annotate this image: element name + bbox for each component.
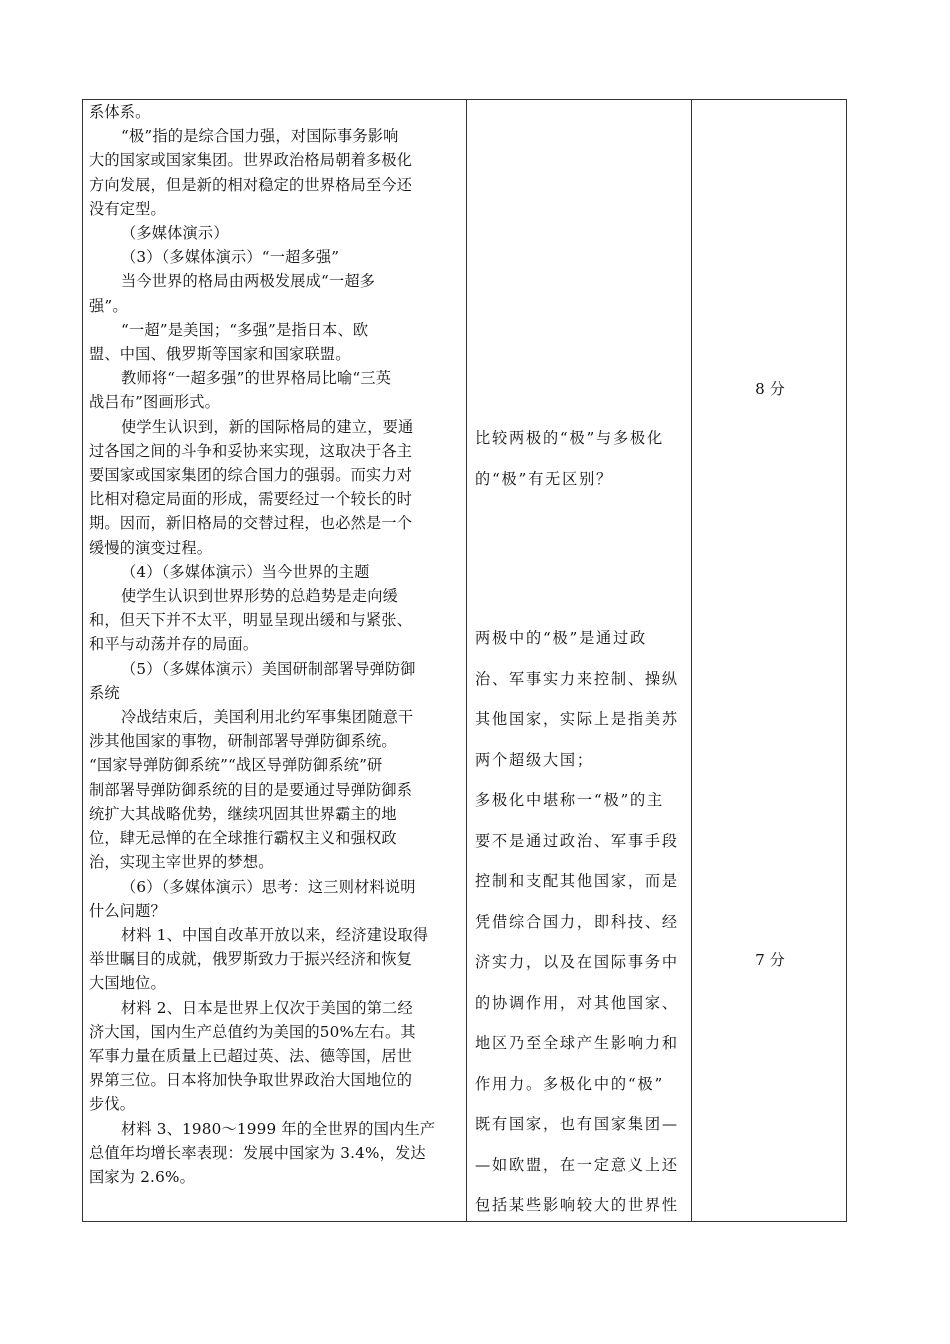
answer-line: —如欧盟，在一定意义上还 (475, 1155, 679, 1174)
content-line: 界第三位。日本将加快争取世界政治大国地位的 (89, 1071, 413, 1090)
answer-line: 要不是通过政治、军事手段 (475, 831, 679, 850)
content-line: 什么问题？ (89, 901, 166, 920)
content-line: 过各国之间的斗争和妥协来实现，这取决于各主 (89, 441, 413, 460)
content-line: （6）（多媒体演示）思考：这三则材料说明 (121, 877, 416, 896)
content-line: 当今世界的格局由两极发展成“一超多 (121, 272, 376, 291)
question-block (475, 418, 687, 499)
answer-line: 凭借综合国力，即科技、经 (475, 912, 679, 931)
content-line: 大的国家或国家集团。世界政治格局朝着多极化 (89, 151, 413, 170)
answer-line: 济实力，以及在国际事务中 (475, 953, 679, 971)
content-line: 强”。 (89, 296, 128, 315)
answer-line: 控制和支配其他国家，而是 (475, 872, 679, 890)
column-divider (466, 100, 467, 1221)
answer-line: 的协调作用，对其他国家、 (475, 993, 679, 1012)
answer-line: 包括某些影响较大的世界性 (475, 1196, 679, 1214)
answer-line: 作用力。多极化中的“极” (475, 1074, 665, 1093)
content-line: 材料 2、日本是世界上仅次于美国的第二经 (121, 998, 413, 1017)
content-line: 统扩大其战略优势，继续巩固其世界霸主的地 (89, 804, 397, 823)
answer-line: 既有国家，也有国家集团— (475, 1115, 679, 1133)
content-line: 没有定型。 (89, 199, 166, 218)
content-line: “一超”是美国；“多强”是指日本、欧 (121, 320, 369, 339)
content-line: 方向发展，但是新的相对稳定的世界格局至今还 (89, 175, 413, 194)
content-line: 比相对稳定局面的形成，需要经过一个较长的时 (89, 490, 413, 509)
content-line: 使学生认识到世界形势的总趋势是走向缓 (121, 587, 398, 606)
answer-line: 地区乃至全球产生影响力和 (475, 1034, 679, 1052)
answer-line: 多极化中堪称一“极”的主 (475, 791, 665, 809)
content-line: （多媒体演示） (121, 224, 229, 243)
content-line: 和，但天下并不太平，明显呈现出缓和与紧张、 (89, 611, 413, 630)
content-line: 治，实现主宰世界的梦想。 (89, 853, 274, 872)
content-line: 材料 1、中国自改革开放以来，经济建设取得 (121, 925, 429, 944)
column-divider (691, 100, 692, 1221)
content-line: 涉其他国家的事物，研制部署导弹防御系统。 (89, 732, 397, 751)
teaching-content-column (89, 100, 461, 1189)
content-line: 军事力量在质量上已超过英、法、德等国，居世 (89, 1046, 413, 1065)
answer-line: 其他国家，实际上是指美苏 (475, 710, 679, 728)
answer-block (475, 618, 687, 1226)
content-line: 总值年均增长率表现：发展中国家为 3.4%，发达 (89, 1143, 426, 1162)
content-line: 位，肆无忌惮的在全球推行霸权主义和强权政 (89, 829, 397, 848)
question-line: 比较两极的“极”与多极化 (475, 429, 665, 447)
score-7: 7 分 (755, 951, 785, 969)
content-line: 教师将“一超多强”的世界格局比喻“三英 (121, 369, 392, 388)
score-8: 8 分 (755, 380, 785, 398)
content-line: “极”指的是综合国力强，对国际事务影响 (121, 127, 399, 146)
content-line: 国家为 2.6%。 (89, 1167, 195, 1186)
content-line: 冷战结束后，美国利用北约军事集团随意干 (121, 708, 414, 727)
content-line: 制部署导弹防御系统的目的是要通过导弹防御系 (89, 780, 413, 799)
content-line: 战吕布”图画形式。 (89, 393, 221, 412)
content-line: 材料 3、1980～1999 年的全世界的国内生产 (121, 1119, 436, 1138)
content-line: 济大国，国内生产总值约为美国的50%左右。其 (89, 1022, 416, 1041)
answer-line: 两个超级大国； (475, 750, 594, 769)
score-cell-1 (693, 378, 847, 399)
question-line: 的“极”有无区别？ (475, 469, 614, 488)
content-line: 步伐。 (89, 1095, 136, 1114)
answer-line: 治、军事实力来控制、操纵 (475, 669, 679, 688)
content-line: 大国地位。 (89, 974, 166, 993)
content-line: （3）（多媒体演示）“一超多强” (121, 248, 340, 267)
content-line: 和平与动荡并存的局面。 (89, 635, 259, 654)
content-line: 举世瞩目的成就，俄罗斯致力于振兴经济和恢复 (89, 950, 413, 969)
content-line: “国家导弹防御系统”“战区导弹防御系统”研 (89, 756, 383, 775)
answer-line: 两极中的“极”是通过政 (475, 629, 648, 647)
content-line: 要国家或国家集团的综合国力的强弱。而实力对 (89, 466, 413, 485)
content-line: 系体系。 (89, 103, 151, 121)
lesson-table (82, 99, 847, 1222)
score-cell-2 (693, 949, 847, 970)
content-line: 使学生认识到，新的国际格局的建立，要通 (121, 417, 414, 436)
content-line: 盟、中国、俄罗斯等国家和国家联盟。 (89, 345, 351, 364)
content-line: 系统 (89, 683, 120, 702)
content-line: 期。因而，新旧格局的交替过程，也必然是一个 (89, 514, 413, 533)
content-line: 缓慢的演变过程。 (89, 538, 213, 557)
content-line: （4）（多媒体演示）当今世界的主题 (121, 562, 370, 581)
content-line: （5）（多媒体演示）美国研制部署导弹防御 (121, 659, 416, 678)
